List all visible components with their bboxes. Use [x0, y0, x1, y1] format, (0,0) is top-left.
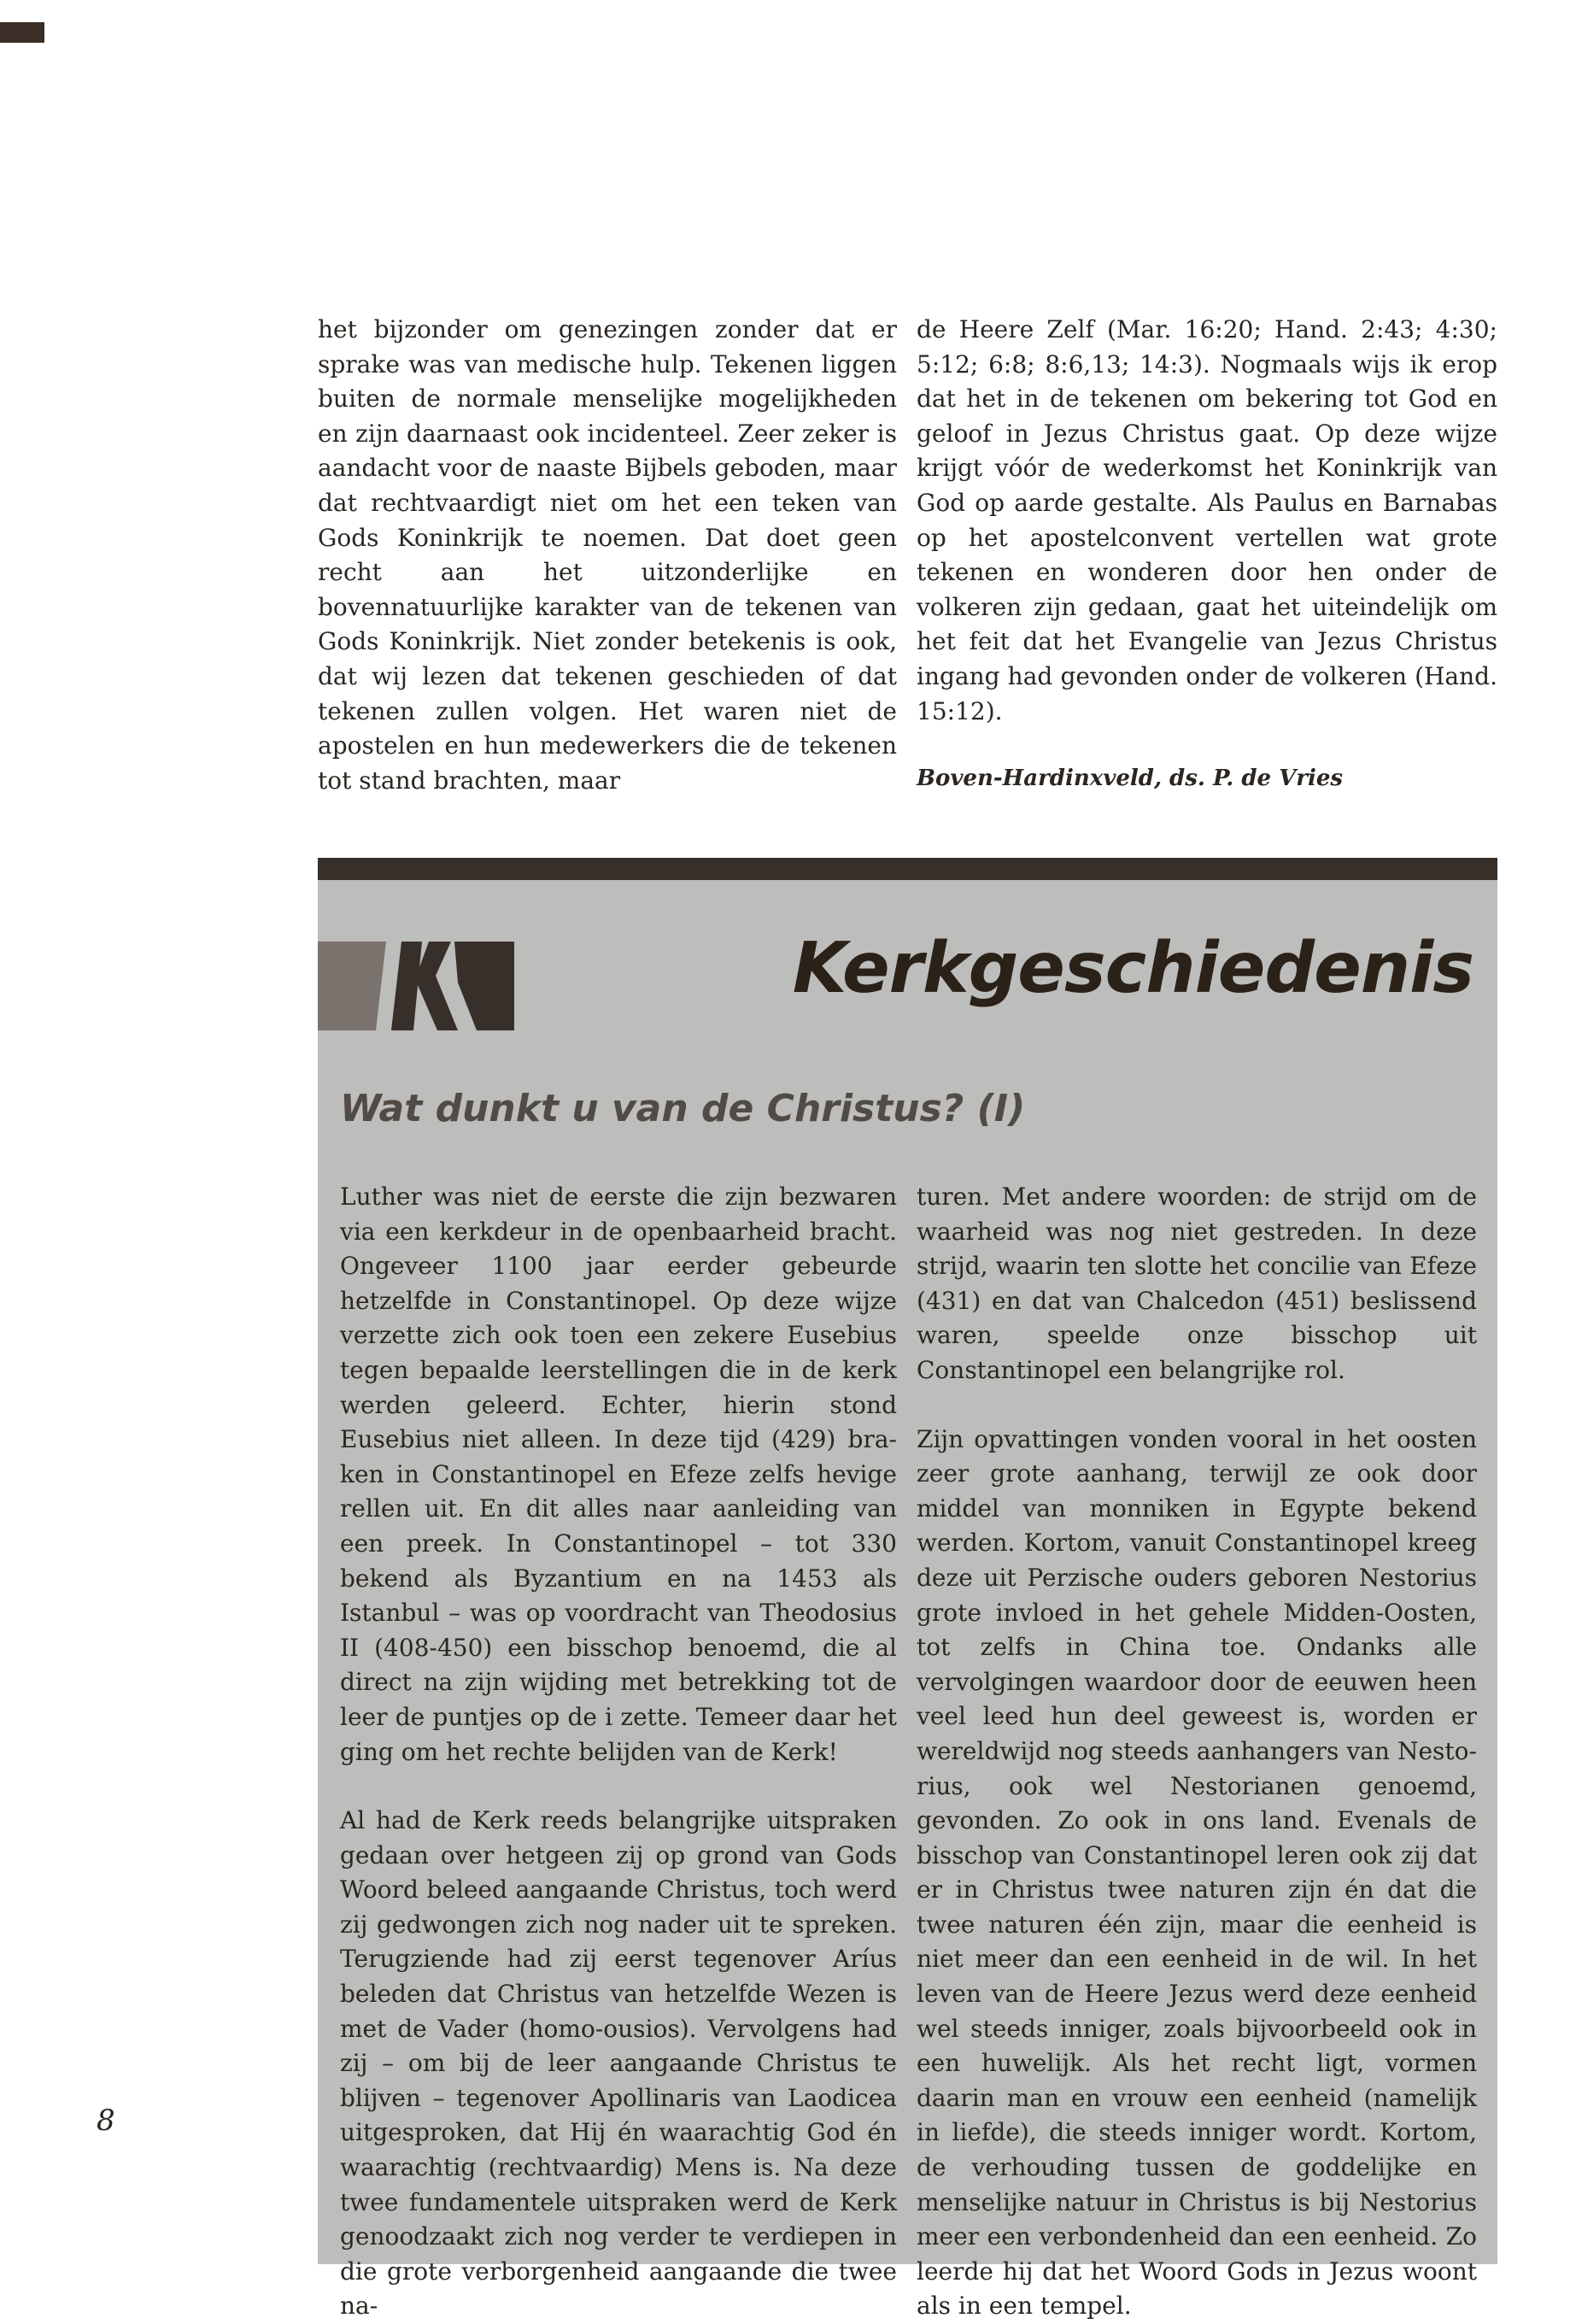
paragraph: het bijzonder om genezingen zonder dat er sprake was van medische hulp. Tekenen liggen buiten de normale menselijke mogelijkheden en zijn daarnaast ook incidenteel. Zeer zeker is aandacht voor de naaste Bijbels geboden, maar dat rechtvaardigt niet om het een teken van Gods Koninkrijk te noemen. Dat doet geen recht aan het uitzonderlijke en bovennatuurlijke karakter van de tekenen van Gods Koninkrijk. Niet zonder betekenis is ook, dat wij lezen dat tekenen geschieden of dat tekenen zullen volgen. Het waren niet de apostelen en hun medewerkers die de tekenen tot stand brachten, maar	[318, 315, 897, 795]
top-article-right-column	[917, 313, 1497, 796]
top-article-left-column	[318, 313, 897, 798]
corner-marker	[0, 22, 44, 43]
article-right-column	[917, 1180, 1477, 2324]
logo-shape-notch	[415, 942, 458, 1030]
paragraph: turen. Met andere woorden: de strijd om de waarheid was nog niet gestreden. In deze strijd, waarin ten slotte het concilie van Efeze (431) en dat van Chalcedon (451) beslissend waren, speelde onze bisschop uit Constantinopel een belangrijke rol.	[917, 1183, 1477, 1384]
paragraph: Al had de Kerk reeds belangrijke uitspraken gedaan over hetgeen zij op grond van Gods Woord beleed aangaande Christus, toch werd zij gedwongen zich nog nader uit te spreken. Terugziende had zij eerst tegenover Aríus beleden dat Christus van hetzelfde Wezen is met de Vader (homo-ousios). Vervolgens had zij – om bij de leer aangaande Christus te blijven – tegenover Apollinaris van Laodicea uitgesproken, dat Hij én waarachtig God én waarachtig (rechtvaardig) Mens is. Na deze twee fundamentele uitspraken werd de Kerk genoodzaakt zich nog verder te verdiepen in die grote verborgenheid aangaande die twee na-	[340, 1806, 897, 2321]
section-title: Kerkgeschiedenis	[792, 928, 1473, 1009]
article-title: Wat dunkt u van de Christus? (I)	[340, 1087, 1026, 1130]
logo-shape-stem	[391, 942, 422, 1030]
section-header-bar	[318, 858, 1497, 880]
logo-shape-left	[318, 942, 386, 1030]
page-number: 8	[97, 2104, 115, 2138]
paragraph: Zijn opvattingen vonden vooral in het oosten zeer grote aanhang, terwijl ze ook door middel van monniken in Egypte bekend werden. Kortom, vanuit Constantinopel kreeg deze uit Perzische ouders geboren Nestorius grote invloed in het gehele Midden-Oosten, tot zelfs in China toe. Ondanks alle vervolgingen waardoor door de eeuwen heen veel leed hun deel geweest is, worden er wereldwijd nog steeds aanhangers van Nestorius, ook wel Nestorianen genoemd, gevonden. Zo ook in ons land. Evenals de bisschop van Constantinopel leren ook zij dat er in Christus twee naturen zijn én dat die twee naturen één zijn, maar die eenheid is niet meer dan een eenheid in de wil. In het leven van de Heere Jezus werd deze eenheid wel steeds inniger, zoals bijvoorbeeld ook in een huwelijk. Als het recht ligt, vormen daarin man en vrouw een eenheid (namelijk in liefde), die steeds inniger wordt. Kortom, de verhouding tussen de goddelijke en menselijke natuur in Christus is bij Nestorius meer een verbondenheid dan een eenheid. Zo leerde hij dat het Woord Gods in Jezus woont als in een tempel.	[917, 1424, 1477, 2321]
paragraph: de Heere Zelf (Mar. 16:20; Hand. 2:43; 4:30; 5:12; 6:8; 8:6,13; 14:3). Nogmaals wijs ik erop dat het in de tekenen om bekering tot God en geloof in Jezus Christus gaat. Op deze wijze krijgt vóór de wederkomst het Koninkrijk van God op aarde gestalte. Als Paulus en Barnabas op het apostelconvent vertellen wat grote tekenen en wonderen door hen onder de volkeren zijn gedaan, gaat het uiteindelijk om het feit dat het Evangelie van Jezus Christus ingang had gevonden onder de volkeren (Hand. 15:12).	[917, 315, 1497, 725]
article-left-column	[340, 1180, 897, 2324]
logo-shape-right	[454, 942, 514, 1030]
author-signature: Boven-Hardinxveld, ds. P. de Vries	[917, 766, 1344, 792]
paragraph: Luther was niet de eerste die zijn bezwaren via een kerkdeur in de openbaarheid bracht. Ongeveer 1100 jaar eerder gebeurde hetzelfde in Constantinopel. Op deze wijze verzette zich ook toen een zekere Eusebius tegen bepaalde leerstellingen die in de kerk werden geleerd. Echter, hierin stond Eusebius niet alleen. In deze tijd (429) braken in Constantinopel en Efeze zelfs hevige rellen uit. En dit alles naar aanleiding van een preek. In Constantinopel – tot 330 bekend als Byzantium en na 1453 als Istanbul – was op voordracht van Theodosius II (408-450) een bisschop benoemd, die al direct na zijn wijding met betrekking tot de leer de puntjes op de i zette. Temeer daar het ging om het rechte belijden van de Kerk!	[340, 1183, 897, 1766]
section-logo-icon	[318, 942, 514, 1036]
